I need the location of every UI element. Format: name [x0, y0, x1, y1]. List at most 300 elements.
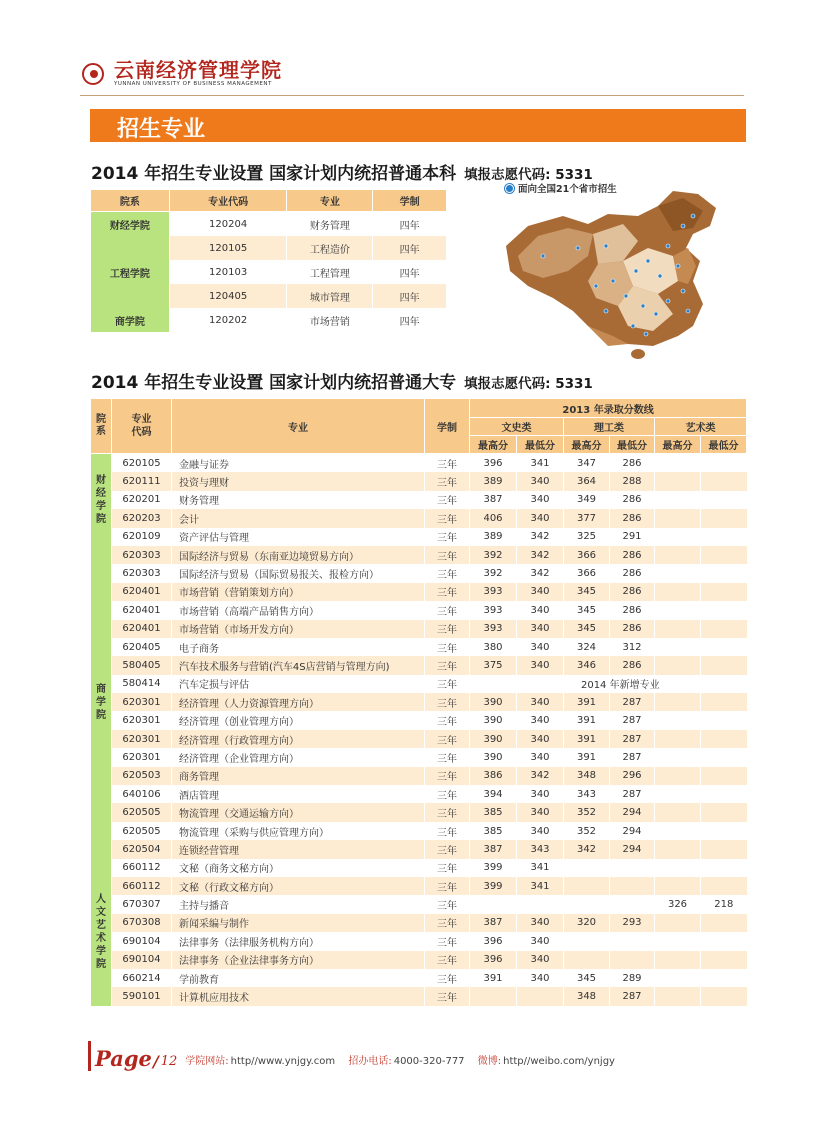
score-cell — [701, 822, 747, 840]
years-cell: 三年 — [425, 638, 470, 656]
dept-cell: 商学院 — [91, 308, 170, 332]
score-cell: 394 — [470, 785, 517, 803]
major-cell: 经济管理（企业管理方向） — [172, 748, 425, 766]
major-cell: 连锁经营管理 — [172, 840, 425, 858]
score-cell — [701, 748, 747, 766]
score-cell: 385 — [470, 803, 517, 821]
score-cell: 340 — [517, 969, 564, 987]
score-cell — [701, 951, 747, 969]
score-cell: 352 — [564, 822, 610, 840]
score-cell: 340 — [517, 914, 564, 932]
major-cell: 市场营销（高端产品销售方向） — [172, 601, 425, 619]
code-cell: 120204 — [169, 212, 287, 237]
score-cell — [701, 620, 747, 638]
table-row — [91, 212, 447, 237]
code-cell: 620203 — [112, 509, 172, 527]
code-cell: 620301 — [112, 730, 172, 748]
score-cell: 391 — [564, 730, 610, 748]
years-cell: 三年 — [425, 454, 470, 473]
school-name-en: YUNNAN UNIVERSITY OF BUSINESS MANAGEMENT — [114, 81, 272, 87]
years-cell: 三年 — [425, 693, 470, 711]
score-cell — [470, 987, 517, 1005]
table-row — [91, 711, 747, 729]
col-min-header: 最低分 — [701, 436, 747, 454]
score-cell: 294 — [610, 840, 655, 858]
score-cell: 340 — [517, 803, 564, 821]
page-number: 12 — [160, 1054, 178, 1069]
score-cell: 340 — [517, 638, 564, 656]
score-cell — [655, 987, 701, 1005]
score-cell: 340 — [517, 620, 564, 638]
code-cell: 620201 — [112, 491, 172, 509]
score-cell: 287 — [610, 693, 655, 711]
table-row — [91, 236, 447, 260]
table-row — [91, 620, 747, 638]
score-cell: 341 — [517, 859, 564, 877]
score-cell — [701, 454, 747, 473]
col-yishu-header: 艺术类 — [655, 418, 747, 436]
score-cell: 342 — [564, 840, 610, 858]
score-cell — [655, 711, 701, 729]
score-cell: 324 — [564, 638, 610, 656]
score-cell — [564, 932, 610, 950]
score-cell: 348 — [564, 767, 610, 785]
years-cell: 三年 — [425, 877, 470, 895]
code-cell: 620401 — [112, 601, 172, 619]
college-table — [90, 398, 747, 1006]
code-cell: 620109 — [112, 528, 172, 546]
score-cell — [701, 803, 747, 821]
score-cell: 396 — [470, 951, 517, 969]
years-cell: 四年 — [373, 236, 447, 260]
score-cell: 399 — [470, 877, 517, 895]
score-cell: 399 — [470, 859, 517, 877]
score-cell: 291 — [610, 528, 655, 546]
years-cell: 三年 — [425, 528, 470, 546]
score-cell: 340 — [517, 748, 564, 766]
score-cell — [610, 859, 655, 877]
score-cell: 387 — [470, 491, 517, 509]
code-cell: 620503 — [112, 767, 172, 785]
code-cell: 690104 — [112, 932, 172, 950]
score-cell — [701, 730, 747, 748]
score-cell: 342 — [517, 546, 564, 564]
score-cell — [517, 895, 564, 913]
score-cell: 341 — [517, 454, 564, 473]
score-cell — [655, 620, 701, 638]
score-cell: 286 — [610, 620, 655, 638]
score-cell — [655, 785, 701, 803]
code-cell: 660112 — [112, 859, 172, 877]
major-cell: 国际经济与贸易（国际贸易报关、报检方向） — [172, 564, 425, 582]
score-cell: 286 — [610, 509, 655, 527]
score-cell: 366 — [564, 546, 610, 564]
score-cell: 286 — [610, 564, 655, 582]
years-cell: 四年 — [373, 284, 447, 308]
score-cell — [655, 546, 701, 564]
years-cell: 三年 — [425, 675, 470, 693]
years-cell: 三年 — [425, 767, 470, 785]
table-row — [91, 803, 747, 821]
major-cell: 金融与证券 — [172, 454, 425, 473]
score-cell: 342 — [517, 767, 564, 785]
code-cell: 620301 — [112, 693, 172, 711]
score-cell: 287 — [610, 785, 655, 803]
header-divider — [80, 95, 744, 96]
phone-number: 4000-320-777 — [393, 1056, 465, 1067]
major-cell: 计算机应用技术 — [172, 987, 425, 1005]
code-cell: 620301 — [112, 711, 172, 729]
score-cell — [517, 987, 564, 1005]
score-cell — [701, 932, 747, 950]
col-wenshi-header: 文史类 — [470, 418, 564, 436]
score-cell — [655, 564, 701, 582]
major-cell: 物流管理（采购与供应管理方向） — [172, 822, 425, 840]
table-row — [91, 601, 747, 619]
weibo-link[interactable]: http//weibo.com/ynjgy — [503, 1056, 615, 1067]
college-code: 填报志愿代码: 5331 — [464, 376, 593, 392]
china-map-icon — [488, 186, 728, 362]
code-cell: 620401 — [112, 583, 172, 601]
school-emblem-icon — [80, 61, 114, 87]
score-cell — [655, 748, 701, 766]
col-code-header: 专业代码 — [112, 399, 172, 454]
major-cell: 城市管理 — [287, 284, 373, 308]
years-cell: 三年 — [425, 932, 470, 950]
code-cell: 620303 — [112, 564, 172, 582]
major-cell: 国际经济与贸易（东南亚边境贸易方向） — [172, 546, 425, 564]
major-cell: 经济管理（人力资源管理方向） — [172, 693, 425, 711]
score-cell: 287 — [610, 748, 655, 766]
score-cell: 286 — [610, 491, 655, 509]
years-cell: 三年 — [425, 969, 470, 987]
score-cell — [701, 528, 747, 546]
score-cell: 343 — [517, 840, 564, 858]
score-cell: 364 — [564, 472, 610, 490]
code-cell: 120105 — [169, 236, 287, 260]
bachelor-heading-text: 2014 年招生专业设置 国家计划内统招普通本科 — [91, 164, 457, 184]
table-row — [91, 675, 747, 693]
years-cell: 三年 — [425, 822, 470, 840]
score-cell — [701, 472, 747, 490]
code-cell: 660112 — [112, 877, 172, 895]
score-cell — [701, 509, 747, 527]
score-cell: 286 — [610, 656, 655, 674]
score-cell: 288 — [610, 472, 655, 490]
table-row — [91, 454, 747, 473]
table-row — [91, 308, 447, 332]
years-cell: 三年 — [425, 895, 470, 913]
score-cell: 320 — [564, 914, 610, 932]
major-cell: 酒店管理 — [172, 785, 425, 803]
major-cell: 财务管理 — [287, 212, 373, 237]
years-cell: 三年 — [425, 472, 470, 490]
major-cell: 市场营销 — [287, 308, 373, 332]
code-cell: 620111 — [112, 472, 172, 490]
table-row — [91, 638, 747, 656]
score-cell — [655, 951, 701, 969]
score-cell: 289 — [610, 969, 655, 987]
score-cell: 286 — [610, 601, 655, 619]
score-cell — [701, 601, 747, 619]
score-cell: 343 — [564, 785, 610, 803]
code-cell: 120202 — [169, 308, 287, 332]
score-cell — [701, 656, 747, 674]
bachelor-code: 填报志愿代码: 5331 — [464, 167, 593, 183]
table-row — [91, 509, 747, 527]
code-cell: 580405 — [112, 656, 172, 674]
years-cell: 四年 — [373, 212, 447, 237]
score-cell: 340 — [517, 583, 564, 601]
score-cell — [655, 877, 701, 895]
major-cell: 学前教育 — [172, 969, 425, 987]
major-cell: 市场营销（市场开发方向） — [172, 620, 425, 638]
table-row — [91, 859, 747, 877]
years-cell: 三年 — [425, 803, 470, 821]
major-cell: 汽车技术服务与营销(汽车4S店营销与管理方向) — [172, 656, 425, 674]
score-cell — [655, 859, 701, 877]
score-cell: 390 — [470, 693, 517, 711]
score-cell: 375 — [470, 656, 517, 674]
major-cell: 商务管理 — [172, 767, 425, 785]
table-row — [91, 583, 747, 601]
years-cell: 三年 — [425, 785, 470, 803]
code-cell: 660214 — [112, 969, 172, 987]
score-cell: 377 — [564, 509, 610, 527]
score-cell: 396 — [470, 454, 517, 473]
score-cell: 387 — [470, 914, 517, 932]
major-cell: 财务管理 — [172, 491, 425, 509]
col-min-header: 最低分 — [610, 436, 655, 454]
code-cell: 120405 — [169, 284, 287, 308]
school-name-cn: 云南经济管理学院 — [114, 58, 282, 82]
major-cell: 经济管理（创业管理方向） — [172, 711, 425, 729]
col-years-header: 学制 — [425, 399, 470, 454]
score-cell — [564, 859, 610, 877]
score-cell — [701, 969, 747, 987]
score-cell: 393 — [470, 583, 517, 601]
major-cell: 资产评估与管理 — [172, 528, 425, 546]
score-cell: 340 — [517, 509, 564, 527]
score-cell: 392 — [470, 564, 517, 582]
col-max-header: 最高分 — [564, 436, 610, 454]
score-cell — [564, 951, 610, 969]
code-cell: 620105 — [112, 454, 172, 473]
score-cell: 386 — [470, 767, 517, 785]
score-cell — [701, 859, 747, 877]
score-cell — [655, 472, 701, 490]
dept-cell: 财经学院 — [91, 212, 170, 237]
score-cell — [701, 711, 747, 729]
score-cell — [701, 638, 747, 656]
table-row — [91, 785, 747, 803]
score-cell: 340 — [517, 656, 564, 674]
table-row — [91, 693, 747, 711]
score-cell: 393 — [470, 620, 517, 638]
score-cell: 340 — [517, 785, 564, 803]
footer-bar — [88, 1041, 91, 1071]
score-cell: 287 — [610, 730, 655, 748]
score-cell: 349 — [564, 491, 610, 509]
section-banner — [90, 109, 746, 142]
score-cell: 390 — [470, 730, 517, 748]
school-logo — [80, 60, 282, 87]
years-cell: 三年 — [425, 951, 470, 969]
col-max-header: 最高分 — [655, 436, 701, 454]
table-row — [91, 877, 747, 895]
score-cell: 389 — [470, 472, 517, 490]
years-cell: 三年 — [425, 987, 470, 1005]
score-cell: 287 — [610, 987, 655, 1005]
score-cell — [701, 914, 747, 932]
note-cell: 2014 年新增专业 — [470, 675, 747, 693]
score-cell — [470, 895, 517, 913]
years-cell: 四年 — [373, 308, 447, 332]
bachelor-header: 专业代码 — [169, 190, 287, 212]
years-cell: 三年 — [425, 914, 470, 932]
major-cell: 汽车定损与评估 — [172, 675, 425, 693]
years-cell: 三年 — [425, 711, 470, 729]
table-row — [91, 895, 747, 913]
major-cell: 工程造价 — [287, 236, 373, 260]
bachelor-header: 专业 — [287, 190, 373, 212]
dept-cell: 财经学院 — [91, 454, 112, 546]
code-cell: 620505 — [112, 803, 172, 821]
score-cell: 340 — [517, 822, 564, 840]
score-cell: 296 — [610, 767, 655, 785]
dept-cell: 人文艺术学院 — [91, 859, 112, 1006]
score-cell — [610, 877, 655, 895]
major-cell: 法律事务（法律服务机构方向） — [172, 932, 425, 950]
score-cell: 352 — [564, 803, 610, 821]
score-cell — [701, 546, 747, 564]
years-cell: 三年 — [425, 601, 470, 619]
major-cell: 电子商务 — [172, 638, 425, 656]
major-cell: 文秘（行政文秘方向） — [172, 877, 425, 895]
bachelor-header: 院系 — [91, 190, 170, 212]
col-name-header: 专业 — [172, 399, 425, 454]
score-cell — [610, 951, 655, 969]
weibo-label: 微博: — [477, 1056, 502, 1067]
score-cell — [701, 987, 747, 1005]
code-cell: 580414 — [112, 675, 172, 693]
col-scores-header: 2013 年录取分数线 — [470, 399, 747, 418]
score-cell: 340 — [517, 730, 564, 748]
score-cell: 325 — [564, 528, 610, 546]
major-cell: 新闻采编与制作 — [172, 914, 425, 932]
table-row — [91, 822, 747, 840]
college-heading-text: 2014 年招生专业设置 国家计划内统招普通大专 — [91, 373, 457, 393]
score-cell: 345 — [564, 620, 610, 638]
section-title: 招生专业 — [117, 117, 206, 142]
score-cell — [655, 693, 701, 711]
years-cell: 三年 — [425, 840, 470, 858]
score-cell: 390 — [470, 748, 517, 766]
code-cell: 670308 — [112, 914, 172, 932]
score-cell — [655, 583, 701, 601]
website-link[interactable]: http//www.ynjgy.com — [230, 1056, 336, 1067]
score-cell — [655, 601, 701, 619]
score-cell: 218 — [701, 895, 747, 913]
score-cell — [701, 564, 747, 582]
table-row — [91, 564, 747, 582]
years-cell: 三年 — [425, 583, 470, 601]
col-dept-header: 院系 — [91, 399, 112, 454]
code-cell: 640106 — [112, 785, 172, 803]
bachelor-header: 学制 — [373, 190, 447, 212]
years-cell: 三年 — [425, 730, 470, 748]
table-row — [91, 969, 747, 987]
score-cell: 385 — [470, 822, 517, 840]
score-cell: 294 — [610, 822, 655, 840]
table-row — [91, 472, 747, 490]
score-cell: 391 — [564, 693, 610, 711]
dept-cell: 商学院 — [91, 546, 112, 859]
score-cell — [655, 969, 701, 987]
map-note-text: 面向全国21个省市招生 — [518, 184, 617, 195]
code-cell: 620504 — [112, 840, 172, 858]
page-slash: / — [152, 1052, 159, 1071]
score-cell: 406 — [470, 509, 517, 527]
score-cell: 286 — [610, 546, 655, 564]
score-cell — [701, 491, 747, 509]
website-label: 学院网站: — [185, 1056, 229, 1067]
score-cell: 389 — [470, 528, 517, 546]
table-row — [91, 840, 747, 858]
score-cell — [610, 895, 655, 913]
score-cell: 287 — [610, 711, 655, 729]
table-row — [91, 767, 747, 785]
major-cell: 物流管理（交通运输方向） — [172, 803, 425, 821]
score-cell — [655, 730, 701, 748]
score-cell — [655, 914, 701, 932]
score-cell: 348 — [564, 987, 610, 1005]
score-cell — [701, 693, 747, 711]
code-cell: 690104 — [112, 951, 172, 969]
years-cell: 三年 — [425, 620, 470, 638]
score-cell — [701, 767, 747, 785]
footer-info — [185, 1052, 625, 1067]
score-cell: 387 — [470, 840, 517, 858]
score-cell: 340 — [517, 932, 564, 950]
table-row — [91, 951, 747, 969]
col-ligong-header: 理工类 — [564, 418, 655, 436]
years-cell: 三年 — [425, 546, 470, 564]
score-cell: 342 — [517, 564, 564, 582]
score-cell — [655, 528, 701, 546]
table-row — [91, 528, 747, 546]
code-cell: 620405 — [112, 638, 172, 656]
years-cell: 三年 — [425, 564, 470, 582]
score-cell: 340 — [517, 472, 564, 490]
score-cell: 286 — [610, 583, 655, 601]
bachelor-table — [90, 189, 447, 332]
major-cell: 投资与理财 — [172, 472, 425, 490]
score-cell — [610, 932, 655, 950]
score-cell: 392 — [470, 546, 517, 564]
col-min-header: 最低分 — [517, 436, 564, 454]
score-cell — [655, 932, 701, 950]
code-cell: 620401 — [112, 620, 172, 638]
score-cell — [655, 822, 701, 840]
score-cell: 346 — [564, 656, 610, 674]
score-cell: 340 — [517, 711, 564, 729]
table-row — [91, 748, 747, 766]
score-cell: 345 — [564, 969, 610, 987]
table-row — [91, 546, 747, 564]
score-cell: 366 — [564, 564, 610, 582]
score-cell: 391 — [564, 748, 610, 766]
